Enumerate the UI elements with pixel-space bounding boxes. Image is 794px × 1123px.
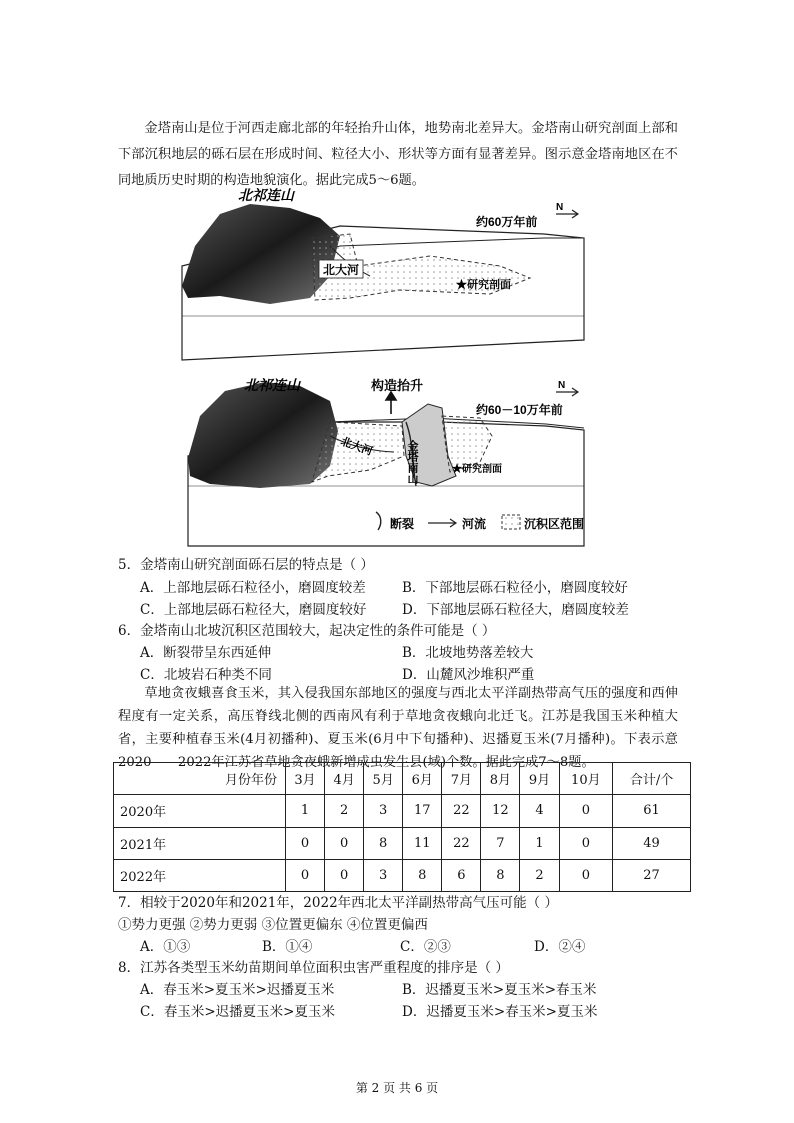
intro-paragraph-5-6: 金塔南山是位于河西走廊北部的年轻抬升山体，地势南北差异大。金塔南山研究剖面上部和下部沉积地层的砾石层在形成时间、粒径大小、形状等方面有显著差异。图示意金塔南地区在不同地质历史时期的构造地貌演化。据此完成5～6题。	[118, 121, 678, 188]
table-row	[114, 827, 691, 859]
q6-option-b[interactable]: B．北坡地势落差较大	[402, 645, 534, 661]
table-cell: 4	[520, 795, 559, 827]
intro-paragraph-7-8: 草地贪夜蛾喜食玉米，其入侵我国东部地区的强度与西北太平洋副热带高气压的强度和西伸程度有一定关系，高压脊线北侧的西南风有利于草地贪夜蛾向北迁飞。江苏是我国玉米种植大省，主要种植春玉米(4月初播种)、夏玉米(6月中下旬播种)、迟播夏玉米(7月播种)。下表示意2020——2022年江苏省草地贪夜蛾新增成虫发生县(域)个数。据此完成7～8题。	[118, 686, 678, 770]
table-cell: 12	[481, 795, 520, 827]
table-cell: 0	[325, 827, 364, 859]
table-cell: 0	[286, 859, 325, 891]
question-8-stem: 8．江苏各类型玉米幼苗期间单位面积虫害严重程度的排序是（ ）	[118, 960, 509, 976]
table-header-cell: 8月	[481, 763, 520, 795]
river-label-bottom: 北大河	[338, 435, 375, 459]
mountain-label-top: 北祁连山	[238, 187, 294, 203]
pest-data-table	[113, 762, 691, 892]
q6-option-d[interactable]: D．山麓风沙堆积严重	[402, 667, 535, 683]
table-cell: 3	[364, 859, 403, 891]
geology-figure	[180, 186, 604, 550]
q7-option-c[interactable]: C．②③	[400, 939, 451, 955]
q5-option-c[interactable]: C．上部地层砾石粒径大，磨圆度较好	[140, 602, 367, 618]
table-cell: 61	[613, 795, 691, 827]
table-cell: 1	[520, 827, 559, 859]
age-label-bottom: 约60－10万年前	[476, 403, 563, 417]
table-cell: 27	[613, 859, 691, 891]
river-legend-icon	[428, 519, 456, 527]
table-cell: 49	[613, 827, 691, 859]
page-footer: 第 2 页 共 6 页	[355, 1081, 439, 1095]
table-header-cell: 9月	[520, 763, 559, 795]
table-cell: 2	[325, 795, 364, 827]
table-cell: 0	[286, 827, 325, 859]
jinta-label: 金塔南山	[406, 440, 418, 484]
table-cell: 22	[442, 795, 481, 827]
q6-option-a[interactable]: A．断裂带呈东西延伸	[140, 645, 272, 661]
area-legend-icon	[502, 515, 520, 529]
table-cell: 0	[325, 859, 364, 891]
q5-option-a[interactable]: A．上部地层砾石粒径小，磨圆度较差	[140, 580, 366, 596]
north-arrow-label-bottom: N	[558, 380, 566, 391]
table-cell: 2	[520, 859, 559, 891]
q8-option-a[interactable]: A．春玉米>夏玉米>迟播夏玉米	[140, 982, 335, 998]
uplift-label: 构造抬升	[371, 378, 424, 393]
q7-option-d[interactable]: D．②④	[534, 939, 586, 955]
fault-legend-label: 断裂	[390, 517, 415, 531]
q7-option-a[interactable]: A．①③	[140, 939, 191, 955]
area-legend-label: 沉积区范围	[524, 517, 585, 531]
legend	[376, 512, 584, 531]
table-header-cell: 4月	[325, 763, 364, 795]
river-label-top: 北大河	[323, 263, 360, 277]
table-header-cell: 合计/个	[613, 763, 691, 795]
mountain-label-bottom: 北祁连山	[244, 377, 300, 393]
north-arrow-label-top: N	[556, 202, 564, 213]
question-6-stem: 6．金塔南山北坡沉积区范围较大，起决定性的条件可能是（ ）	[118, 623, 496, 639]
table-corner-header: 月份年份	[114, 763, 286, 795]
table-cell: 8	[364, 827, 403, 859]
table-cell: 17	[403, 795, 442, 827]
table-header-cell: 3月	[286, 763, 325, 795]
q5-option-b[interactable]: B．下部地层砾石粒径小，磨圆度较好	[402, 580, 628, 596]
table-cell: 0	[559, 859, 613, 891]
table-cell: 8	[403, 859, 442, 891]
table-cell: 11	[403, 827, 442, 859]
question-7-stem: 7．相较于2020年和2021年，2022年西北太平洋副热带高气压可能（ ）	[118, 895, 558, 911]
table-cell: 22	[442, 827, 481, 859]
table-year-cell: 2021年	[114, 827, 286, 859]
table-year-cell: 2020年	[114, 795, 286, 827]
table-cell: 6	[442, 859, 481, 891]
section-label-bottom: ★研究剖面	[452, 464, 502, 475]
uplift-arrow-icon	[386, 392, 396, 414]
fault-legend-icon	[376, 512, 381, 530]
table-row	[114, 859, 691, 891]
q8-option-b[interactable]: B．迟播夏玉米>夏玉米>春玉米	[402, 982, 597, 998]
table-header-cell: 10月	[559, 763, 613, 795]
table-header-row	[114, 763, 691, 795]
q6-option-c[interactable]: C．北坡岩石种类不同	[140, 667, 272, 683]
q8-option-d[interactable]: D．迟播夏玉米>春玉米>夏玉米	[402, 1004, 598, 1020]
question-7-items: ①势力更强 ②势力更弱 ③位置更偏东 ④位置更偏西	[118, 917, 428, 933]
q7-option-b[interactable]: B．①④	[262, 939, 313, 955]
river-legend-label: 河流	[462, 517, 487, 531]
section-label-top: ★研究剖面	[456, 279, 511, 291]
table-header-cell: 5月	[364, 763, 403, 795]
table-year-cell: 2022年	[114, 859, 286, 891]
table-cell: 0	[559, 795, 613, 827]
table-cell: 1	[286, 795, 325, 827]
table-cell: 8	[481, 859, 520, 891]
age-label-top: 约60万年前	[476, 215, 538, 229]
q5-option-d[interactable]: D．下部地层砾石粒径大，磨圆度较差	[402, 602, 629, 618]
table-cell: 7	[481, 827, 520, 859]
table-cell: 3	[364, 795, 403, 827]
table-cell: 0	[559, 827, 613, 859]
table-header-cell: 7月	[442, 763, 481, 795]
question-5-stem: 5．金塔南山研究剖面砾石层的特点是（ ）	[118, 557, 374, 573]
q8-option-c[interactable]: C．春玉米>迟播夏玉米>夏玉米	[140, 1004, 335, 1020]
table-row	[114, 795, 691, 827]
table-header-cell: 6月	[403, 763, 442, 795]
